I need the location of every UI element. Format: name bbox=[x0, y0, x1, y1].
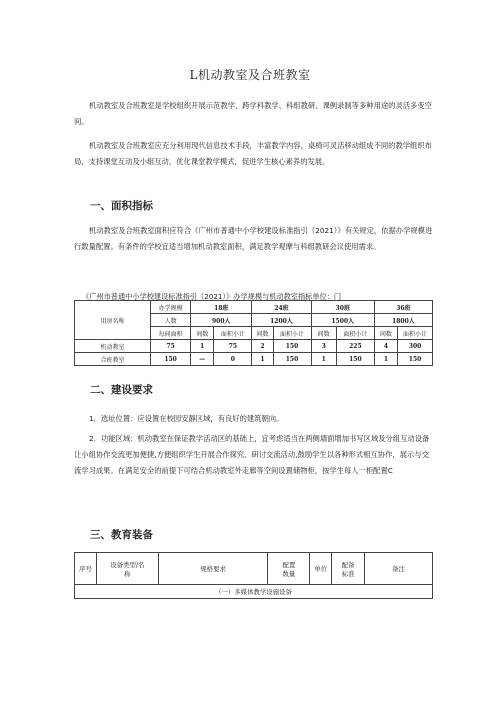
sub-header-count: 间数 bbox=[311, 327, 336, 340]
cell: 150 bbox=[273, 353, 311, 366]
page-title: L机动教室及合班教室 bbox=[189, 68, 311, 82]
sub-header-count: 间数 bbox=[252, 327, 273, 340]
count-1200: 1200人 bbox=[252, 314, 311, 327]
cell: 0 bbox=[214, 353, 252, 366]
count-label: 人数 bbox=[151, 314, 191, 327]
room-name-header: 用房名称 bbox=[75, 301, 151, 340]
cell: 3 bbox=[311, 340, 336, 353]
header-spec: 规格要求 bbox=[158, 553, 268, 585]
area-paragraph: 机动教室及合班教室面积应符合《广州市普通中小学校建设标准指引（2021）》有关规定，依据办学规模进行数量配置。有条件的学校宜适当增加机动教室面积，满足教学观摩与科组教研会议使用需求。 bbox=[74, 226, 433, 251]
header-unit: 单位 bbox=[310, 553, 332, 585]
header-type: 设备类型/名 称 bbox=[96, 553, 158, 585]
cell: 300 bbox=[398, 340, 433, 353]
cell: 150 bbox=[398, 353, 433, 366]
sub-header-count: 间数 bbox=[191, 327, 214, 340]
scale-24: 24班 bbox=[252, 301, 311, 314]
cell: — bbox=[191, 353, 214, 366]
cell: 4 bbox=[374, 340, 397, 353]
scale-label: 办学规模 bbox=[151, 301, 191, 314]
section-heading-area: 一、面积指标 bbox=[90, 200, 153, 212]
scale-18: 18班 bbox=[191, 301, 252, 314]
row-name: 合班教室 bbox=[75, 353, 151, 366]
cell: 225 bbox=[336, 340, 374, 353]
section-heading-requirements: 二、建设要求 bbox=[90, 384, 153, 396]
equipment-table bbox=[74, 552, 433, 599]
sub-header-subtotal: 面积小计 bbox=[398, 327, 433, 340]
cell: 1 bbox=[311, 353, 336, 366]
sub-header-subtotal: 面积小计 bbox=[336, 327, 374, 340]
scale-36: 36班 bbox=[374, 301, 432, 314]
cell: 75 bbox=[151, 340, 191, 353]
cell: 1 bbox=[252, 353, 273, 366]
cell: 150 bbox=[336, 353, 374, 366]
table-row bbox=[75, 340, 433, 353]
cell: 2 bbox=[252, 340, 273, 353]
header-standard: 配备 标准 bbox=[332, 553, 365, 585]
table-row bbox=[75, 353, 433, 366]
cell: 75 bbox=[214, 340, 252, 353]
table-caption: 《广州市普通中小学校建设标准指引（2021）》办学规模与机动教室指标单位：门 bbox=[82, 292, 342, 301]
sub-header-area: 每间面积 bbox=[151, 327, 191, 340]
count-1800: 1800人 bbox=[374, 314, 432, 327]
cell: 1 bbox=[191, 340, 214, 353]
sub-header-subtotal: 面积小计 bbox=[273, 327, 311, 340]
cell: 150 bbox=[151, 353, 191, 366]
row-name: 机动教室 bbox=[75, 340, 151, 353]
header-note: 备注 bbox=[365, 553, 433, 585]
group-row: （一）多媒体教学设施设备 bbox=[75, 585, 433, 599]
intro-paragraph-1: 机动教室及合班教室是学校组织开展示范教学、跨学科教学、科组教研、课例录制等多种用途的灵活多变空间。 bbox=[74, 101, 432, 126]
count-1500: 1500人 bbox=[311, 314, 374, 327]
sub-header-subtotal: 面积小计 bbox=[214, 327, 252, 340]
area-index-table bbox=[74, 300, 433, 366]
section-heading-equipment: 三、教育装备 bbox=[90, 529, 153, 541]
header-qty: 配置 数量 bbox=[268, 553, 310, 585]
scale-30: 30班 bbox=[311, 301, 374, 314]
sub-header-count: 间数 bbox=[374, 327, 397, 340]
intro-paragraph-2: 机动教室及合班教室应充分利用现代信息技术手段，丰富教学内容，桌椅可灵活移动组成不同的教学组织布局，支持课堂互动及小组互动，优化课堂教学模式，促进学生核心素养的发展。 bbox=[74, 141, 432, 166]
cell: 150 bbox=[273, 340, 311, 353]
count-900: 900人 bbox=[191, 314, 252, 327]
requirement-item-1: 1．选址位置：应设置在校园安静区域，有良好的建筑朝向。 bbox=[89, 414, 284, 423]
cell: 1 bbox=[374, 353, 397, 366]
header-no: 序号 bbox=[75, 553, 97, 585]
requirement-item-2: 2．功能区域：机动教室在保证教学活动区的基础上，宜考虑适当在两侧墙面增加书写区域及分组互动设备让小组协作交流更加便捷,方便组织学生开展合作探究、研讨交流活动,鼓励学生以各种形式相互协作，展示与交流学习成果。在满足安全的前提下可结合机动教室外走廊等空间设置储物柜，按学生每人一柜配置C bbox=[74, 434, 430, 475]
